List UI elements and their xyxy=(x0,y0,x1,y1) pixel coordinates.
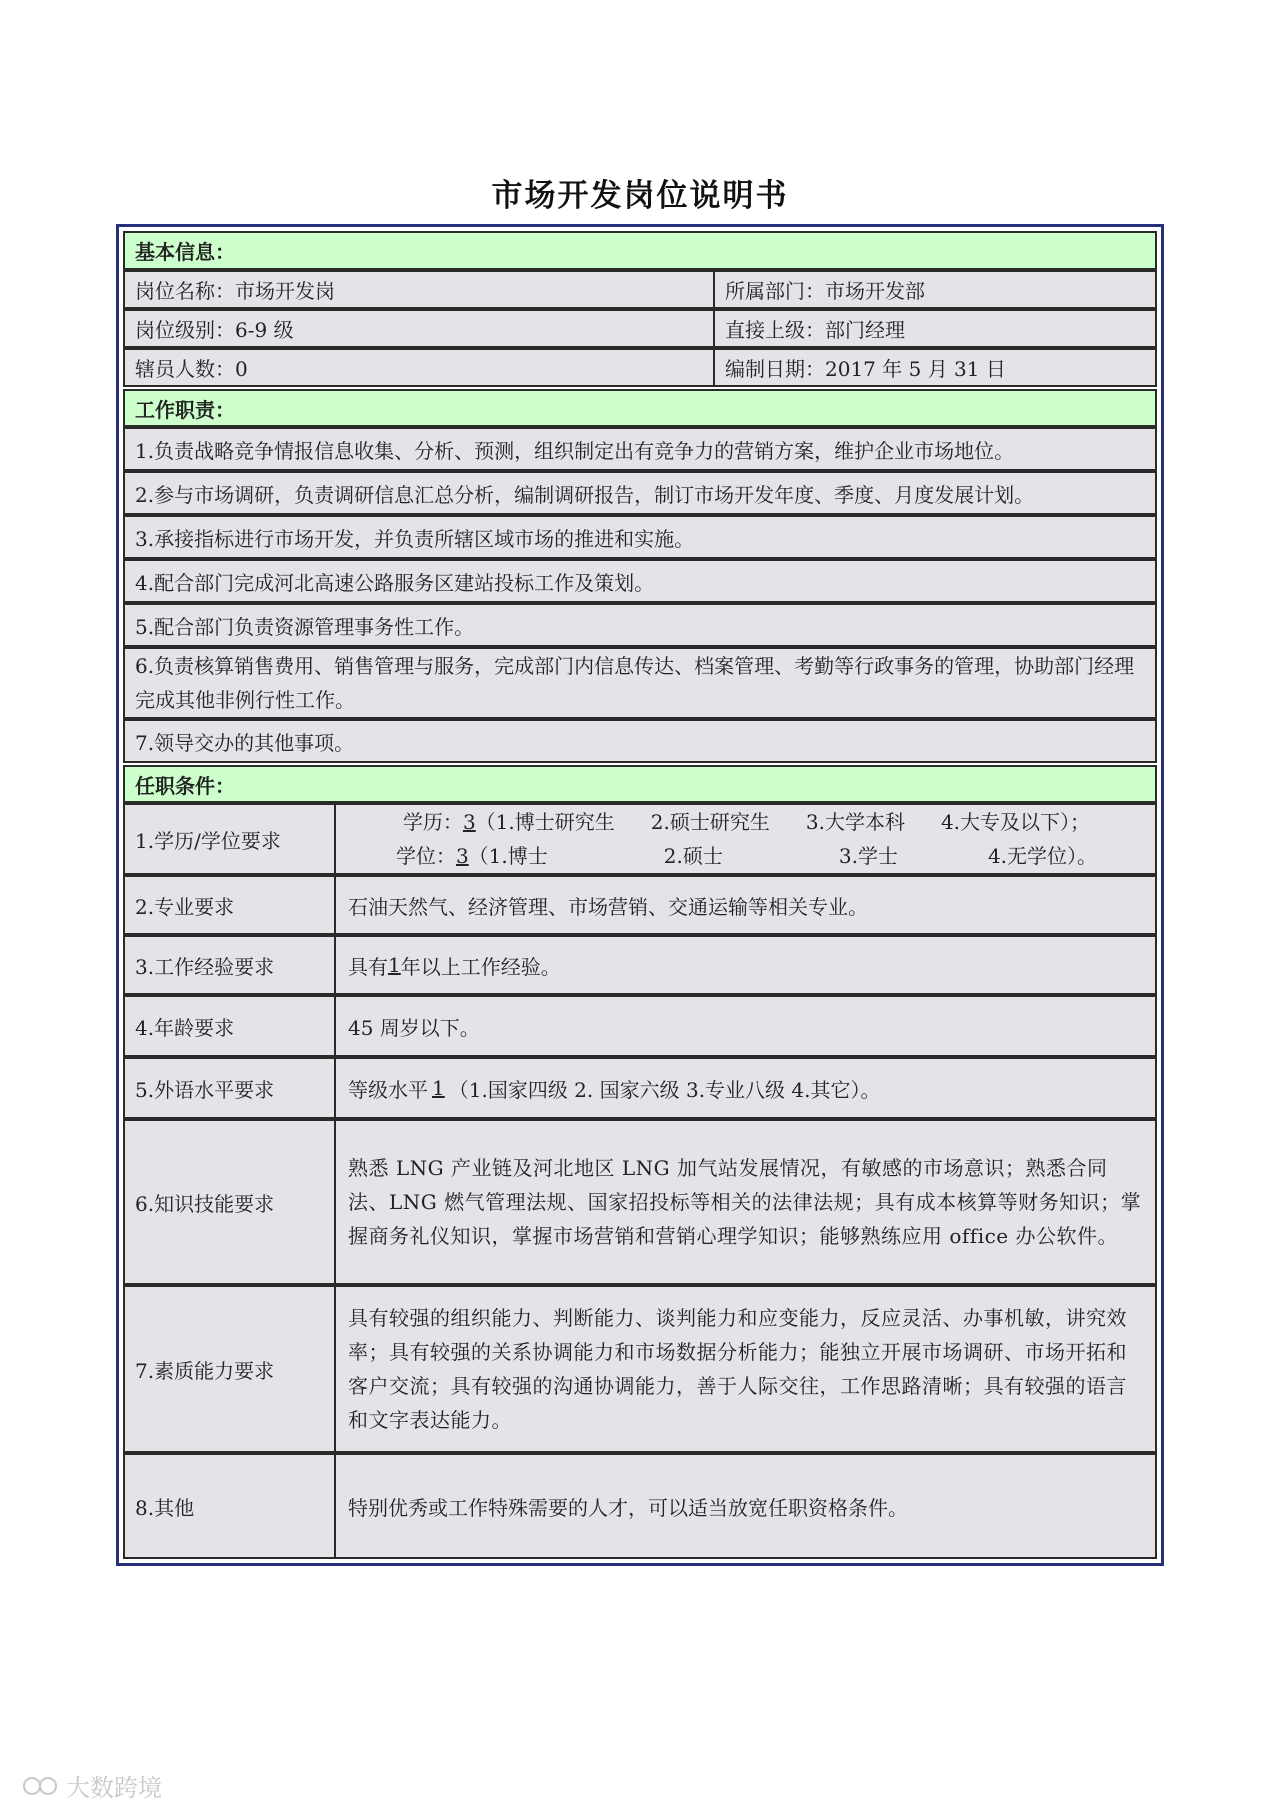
req-value: 熟悉 LNG 产业链及河北地区 LNG 加气站发展情况，有敏感的市场意识；熟悉合同法、LNG 燃气管理法规、国家招投标等相关的法律法规；具有成本核算等财务知识；掌握商务礼仪知识，掌握市场营销和营销心理学知识；能够熟练应用 office 办公软件。 xyxy=(334,1119,1157,1285)
req-label: 8.其他 xyxy=(123,1453,336,1559)
req-label: 5.外语水平要求 xyxy=(123,1057,336,1119)
section-header-duties xyxy=(123,389,1157,427)
req-label: 1.学历/学位要求 xyxy=(123,803,336,875)
duty-text: 2.参与市场调研，负责调研信息汇总分析，编制调研报告，制订市场开发年度、季度、月度发展计划。 xyxy=(123,471,1157,515)
section-header-basic xyxy=(123,231,1157,270)
req-value: 45 周岁以下。 xyxy=(334,995,1157,1057)
position-level: 岗位级别：6-9 级 xyxy=(123,309,715,348)
basic-row xyxy=(123,309,1157,348)
req-value: 等级水平 1 （1.国家四级 2. 国家六级 3.专业八级 4.其它）。 xyxy=(334,1057,1157,1119)
req-age xyxy=(123,995,1157,1057)
req-label: 4.年龄要求 xyxy=(123,995,336,1057)
req-value xyxy=(334,803,1157,875)
page-title: 市场开发岗位说明书 xyxy=(491,178,789,214)
req-experience xyxy=(123,935,1157,995)
req-value: 具有 1 年以上工作经验。 xyxy=(334,935,1157,995)
education-line: 学历：3（1.博士研究生 2.硕士研究生 3.大学本科 4.大专及以下）； xyxy=(402,810,1091,834)
direct-superior: 直接上级：部门经理 xyxy=(713,309,1157,348)
duty-item xyxy=(123,427,1157,471)
duty-item xyxy=(123,719,1157,763)
department: 所属部门：市场开发部 xyxy=(713,270,1157,309)
req-label: 6.知识技能要求 xyxy=(123,1119,336,1285)
req-label: 2.专业要求 xyxy=(123,875,336,935)
watermark xyxy=(22,1768,162,1803)
section-title: 任职条件： xyxy=(123,765,1157,803)
duty-text: 1.负责战略竞争情报信息收集、分析、预测，组织制定出有竞争力的营销方案，维护企业市场地位。 xyxy=(123,427,1157,471)
req-major xyxy=(123,875,1157,935)
duty-text: 4.配合部门完成河北高速公路服务区建站投标工作及策划。 xyxy=(123,559,1157,603)
staff-count: 辖员人数：0 xyxy=(123,348,715,387)
req-label: 7.素质能力要求 xyxy=(123,1285,336,1453)
req-value: 石油天然气、经济管理、市场营销、交通运输等相关专业。 xyxy=(334,875,1157,935)
section-title: 基本信息： xyxy=(123,231,1157,270)
duty-item xyxy=(123,515,1157,559)
job-description-table xyxy=(116,224,1164,1566)
logo-icon xyxy=(22,1774,60,1798)
duty-item xyxy=(123,471,1157,515)
compile-date: 编制日期：2017 年 5 月 31 日 xyxy=(713,348,1157,387)
position-name: 岗位名称：市场开发岗 xyxy=(123,270,715,309)
duty-item xyxy=(123,559,1157,603)
req-quality xyxy=(123,1285,1157,1453)
duty-text: 6.负责核算销售费用、销售管理与服务，完成部门内信息传达、档案管理、考勤等行政事务的管理，协助部门经理完成其他非例行性工作。 xyxy=(123,647,1157,719)
duty-item xyxy=(123,647,1157,719)
watermark-text: 大数跨境 xyxy=(66,1774,162,1802)
duty-text: 7.领导交办的其他事项。 xyxy=(123,719,1157,763)
degree-line: 学位：3（1.博士 2.硕士 3.学士 4.无学位）。 xyxy=(395,844,1098,868)
req-value: 具有较强的组织能力、判断能力、谈判能力和应变能力，反应灵活、办事机敏，讲究效率；具有较强的关系协调能力和市场数据分析能力；能独立开展市场调研、市场开拓和客户交流；具有较强的沟通协调能力，善于人际交往，工作思路清晰；具有较强的语言和文字表达能力。 xyxy=(334,1285,1157,1453)
duty-item xyxy=(123,603,1157,647)
section-header-requirements xyxy=(123,765,1157,803)
req-language xyxy=(123,1057,1157,1119)
basic-row xyxy=(123,270,1157,309)
req-knowledge xyxy=(123,1119,1157,1285)
basic-row xyxy=(123,348,1157,387)
duty-text: 5.配合部门负责资源管理事务性工作。 xyxy=(123,603,1157,647)
req-education xyxy=(123,803,1157,875)
req-label: 3.工作经验要求 xyxy=(123,935,336,995)
duty-text: 3.承接指标进行市场开发，并负责所辖区域市场的推进和实施。 xyxy=(123,515,1157,559)
req-value: 特别优秀或工作特殊需要的人才，可以适当放宽任职资格条件。 xyxy=(334,1453,1157,1559)
req-other xyxy=(123,1453,1157,1559)
section-title: 工作职责： xyxy=(123,389,1157,427)
